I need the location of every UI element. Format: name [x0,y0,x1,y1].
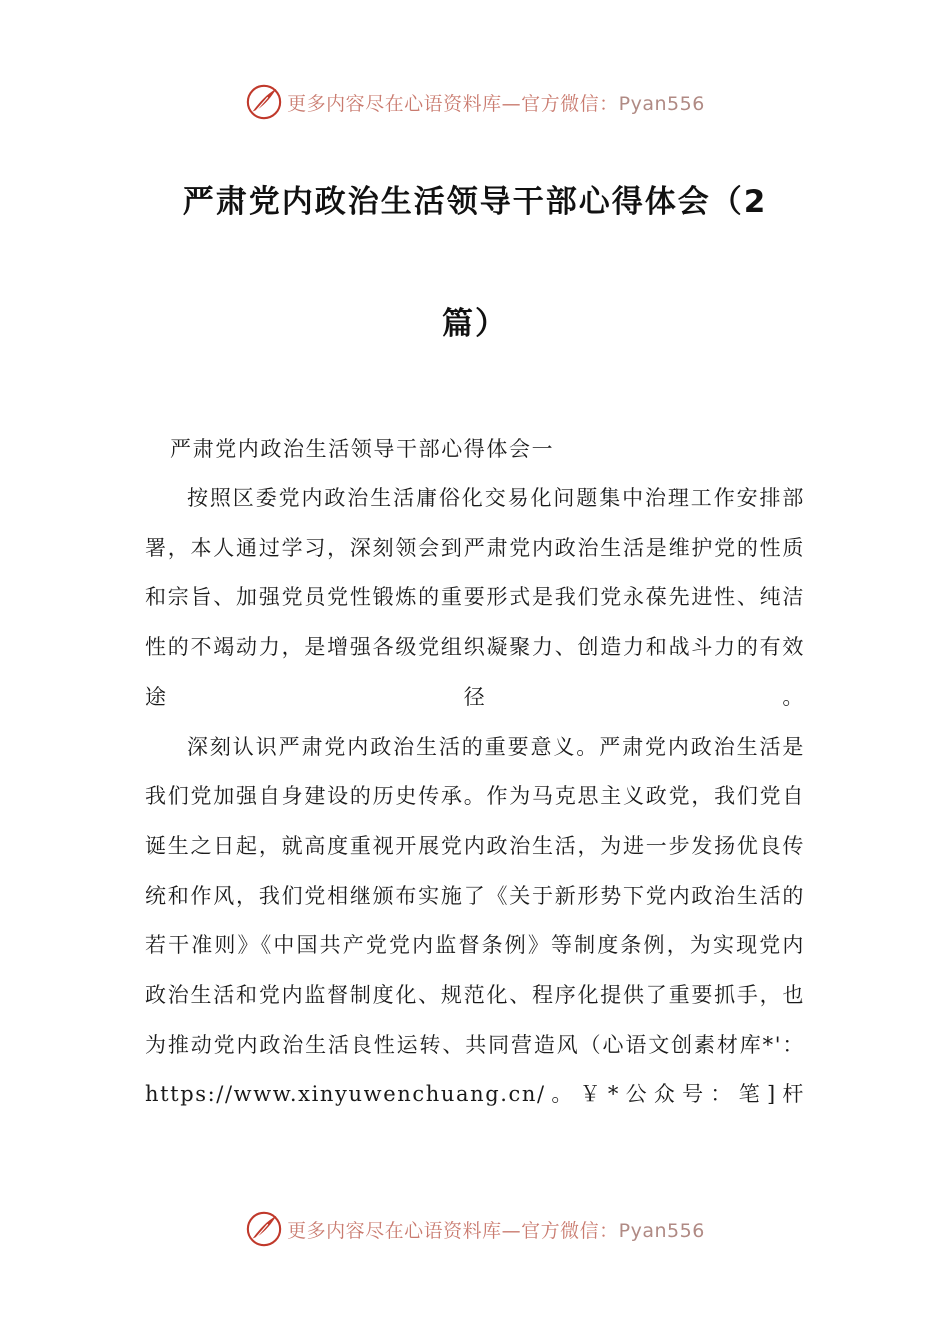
paragraph-1: 按照区委党内政治生活庸俗化交易化问题集中治理工作安排部署，本人通过学习，深刻领会到严肃党内政治生活是维护党的性质和宗旨、加强党员党性锻炼的重要形式是我们党永葆先进性、纯洁性的不竭动力，是增强各级党组织凝聚力、创造力和战斗力的有效途径。 [145,486,805,709]
body-text [145,474,805,1120]
section-heading: 严肃党内政治生活领导干部心得体会一 [170,437,555,461]
watermark-text: 更多内容尽在心语资料库—官方微信：Pyan556 [287,92,705,115]
footer-watermark [0,1209,950,1249]
quill-logo-icon [245,83,283,121]
quill-logo-icon [245,1210,283,1248]
paragraph-2: 深刻认识严肃党内政治生活的重要意义。严肃党内政治生活是我们党加强自身建设的历史传承。作为马克思主义政党，我们党自诞生之日起，就高度重视开展党内政治生活，为进一步发扬优良传统和作风，我们党相继颁布实施了《关于新形势下党内政治生活的若干准则》《中国共产党党内监督条例》等制度条例，为实现党内政治生活和党内监督制度化、规范化、程序化提供了重要抓手，也为推动党内政治生活良性运转、共同营造风（心语文创素材库*'：https://www.xinyuwenchuang.cn/。￥*公众号：笔]杆 [145,734,805,1107]
wechat-id: Pyan556 [618,1219,705,1242]
header-watermark [0,82,950,122]
watermark-text: 更多内容尽在心语资料库—官方微信：Pyan556 [287,1219,705,1242]
document-title-line1: 严肃党内政治生活领导干部心得体会（2 [182,184,768,220]
document-title-line2: 篇） [442,306,508,342]
wechat-id: Pyan556 [618,92,705,115]
